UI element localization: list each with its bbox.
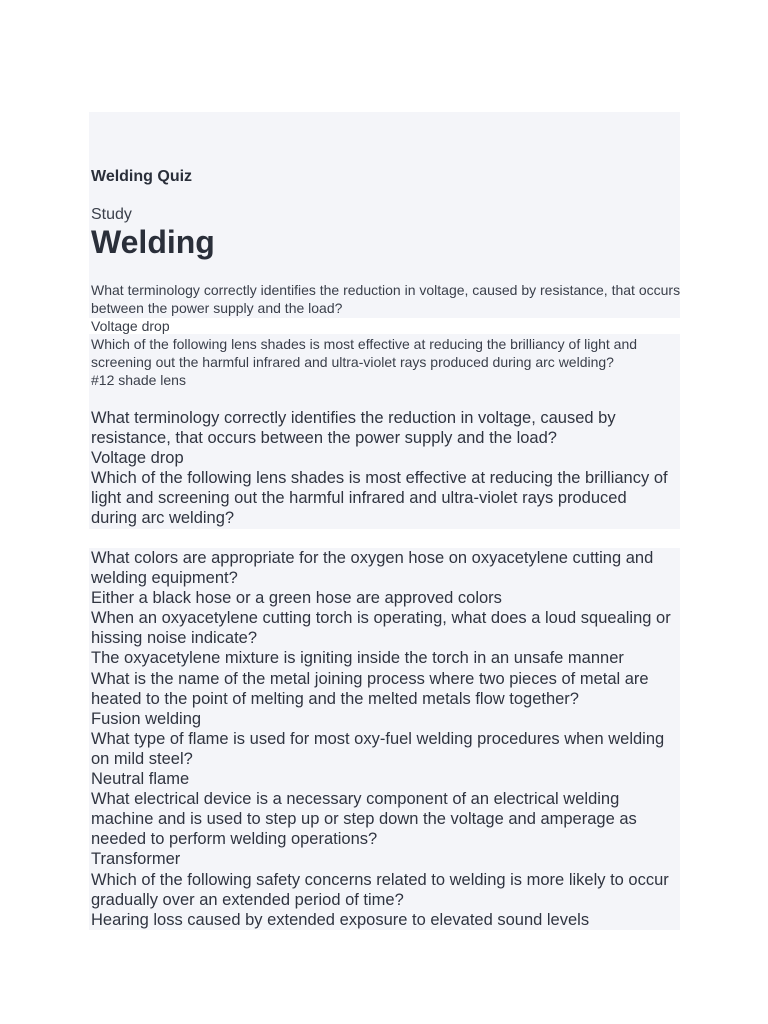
question-text: Which of the following safety concerns related to welding is more likely to occur gradually over an extended period of time? [91,870,669,909]
answer-text: Neutral flame [91,770,190,789]
document-heading: Welding [91,224,215,260]
answer-text: Voltage drop [91,318,170,334]
question-text: What terminology correctly identifies the reduction in voltage, caused by resistance, that occurs between the power supply and the load? [91,282,681,316]
question-text: What type of flame is used for most oxy-fuel welding procedures when welding on mild steel? [91,729,665,768]
small-qa-section [91,281,691,389]
question-text: What terminology correctly identifies the reduction in voltage, caused by resistance, that occurs between the power supply and the load? [91,409,616,448]
document-subtitle: Study [91,206,132,223]
question-text: What colors are appropriate for the oxygen hose on oxyacetylene cutting and welding equipment? [91,549,654,588]
question-text: When an oxyacetylene cutting torch is operating, what does a loud squealing or hissing noise indicate? [91,609,671,648]
answer-text: Voltage drop [91,449,184,468]
question-text: What electrical device is a necessary component of an electrical welding machine and is used to step up or step down the voltage and amperage as needed to perform welding operations? [91,790,637,849]
answer-text: Either a black hose or a green hose are approved colors [91,589,502,608]
answer-text: Transformer [91,850,181,869]
large-qa-section-1 [91,408,676,529]
document-title: Welding Quiz [91,168,193,185]
question-text: Which of the following lens shades is most effective at reducing the brilliancy of light and screening out the harmful infrared and ultra-violet rays produced during arc welding? [91,336,638,370]
answer-text: Hearing loss caused by extended exposure to elevated sound levels [91,910,590,929]
large-qa-section-2 [91,548,676,930]
question-text: Which of the following lens shades is most effective at reducing the brilliancy of light and screening out the harmful infrared and ultra-violet rays produced during arc welding? [91,469,668,528]
answer-text: The oxyacetylene mixture is igniting inside the torch in an unsafe manner [91,649,624,668]
answer-text: Fusion welding [91,709,202,728]
question-text: What is the name of the metal joining process where two pieces of metal are heated to the point of melting and the melted metals flow together? [91,669,649,708]
answer-text: #12 shade lens [91,372,186,388]
